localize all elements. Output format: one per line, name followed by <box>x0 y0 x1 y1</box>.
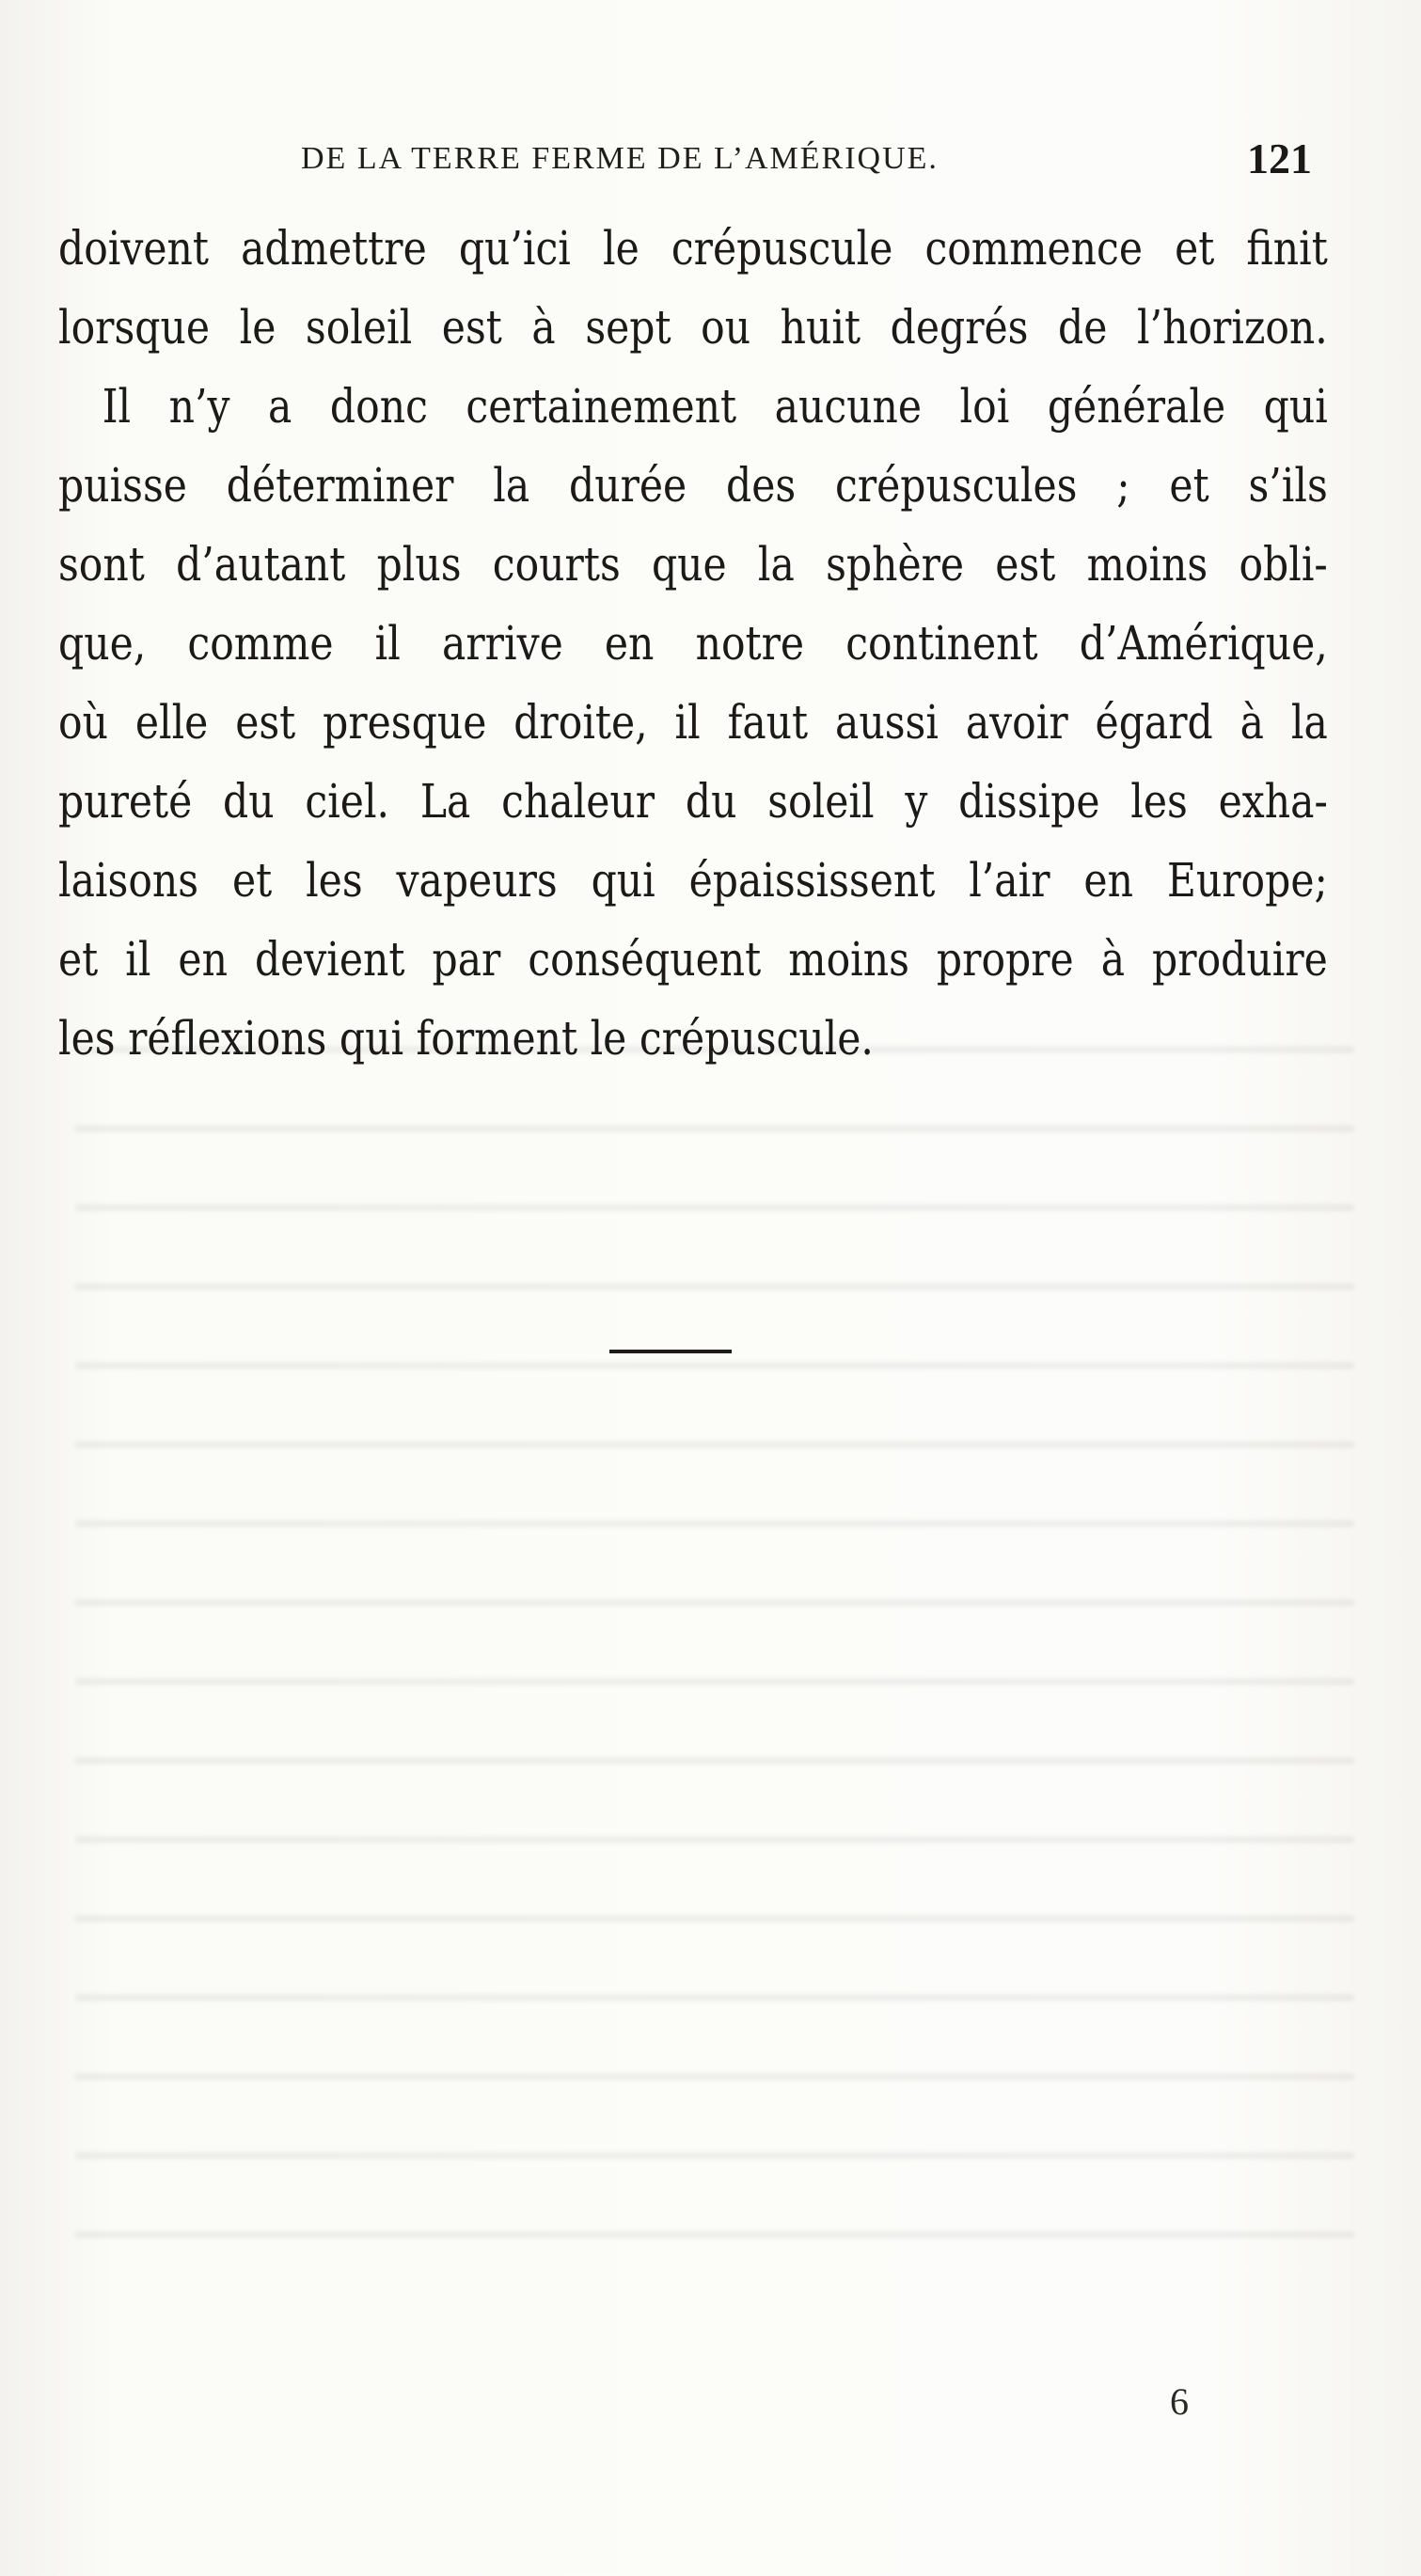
text-line: les réflexions qui forment le crépuscule. <box>58 1011 874 1066</box>
text-line: sont d’autant plus courts que la sphère est moins obli- <box>58 537 1328 592</box>
text-line: Il n’y a donc certainement aucune loi générale qui <box>102 379 1328 434</box>
signature-mark: 6 <box>1170 2380 1189 2423</box>
text-line: laisons et les vapeurs qui épaississent l’air en Europe; <box>58 853 1328 908</box>
text-line: que, comme il arrive en notre continent d’Amérique, <box>58 616 1328 671</box>
running-head: DE LA TERRE FERME DE L’AMÉRIQUE. <box>301 141 939 176</box>
section-divider-rule <box>609 1350 732 1353</box>
body-text <box>58 209 1328 1078</box>
text-line: lorsque le soleil est à sept ou huit degrés de l’horizon. <box>58 300 1328 355</box>
text-line: pureté du ciel. La chaleur du soleil y dissipe les exha- <box>58 774 1328 829</box>
page-number: 121 <box>1247 134 1312 182</box>
bleed-through-shadow <box>75 997 1354 2295</box>
text-line: où elle est presque droite, il faut aussi avoir égard à la <box>58 695 1328 750</box>
text-line: et il en devient par conséquent moins propre à produire <box>58 932 1328 987</box>
text-line: doivent admettre qu’ici le crépuscule commence et finit <box>58 221 1328 276</box>
text-line: puisse déterminer la durée des crépuscules ; et s’ils <box>58 458 1328 513</box>
